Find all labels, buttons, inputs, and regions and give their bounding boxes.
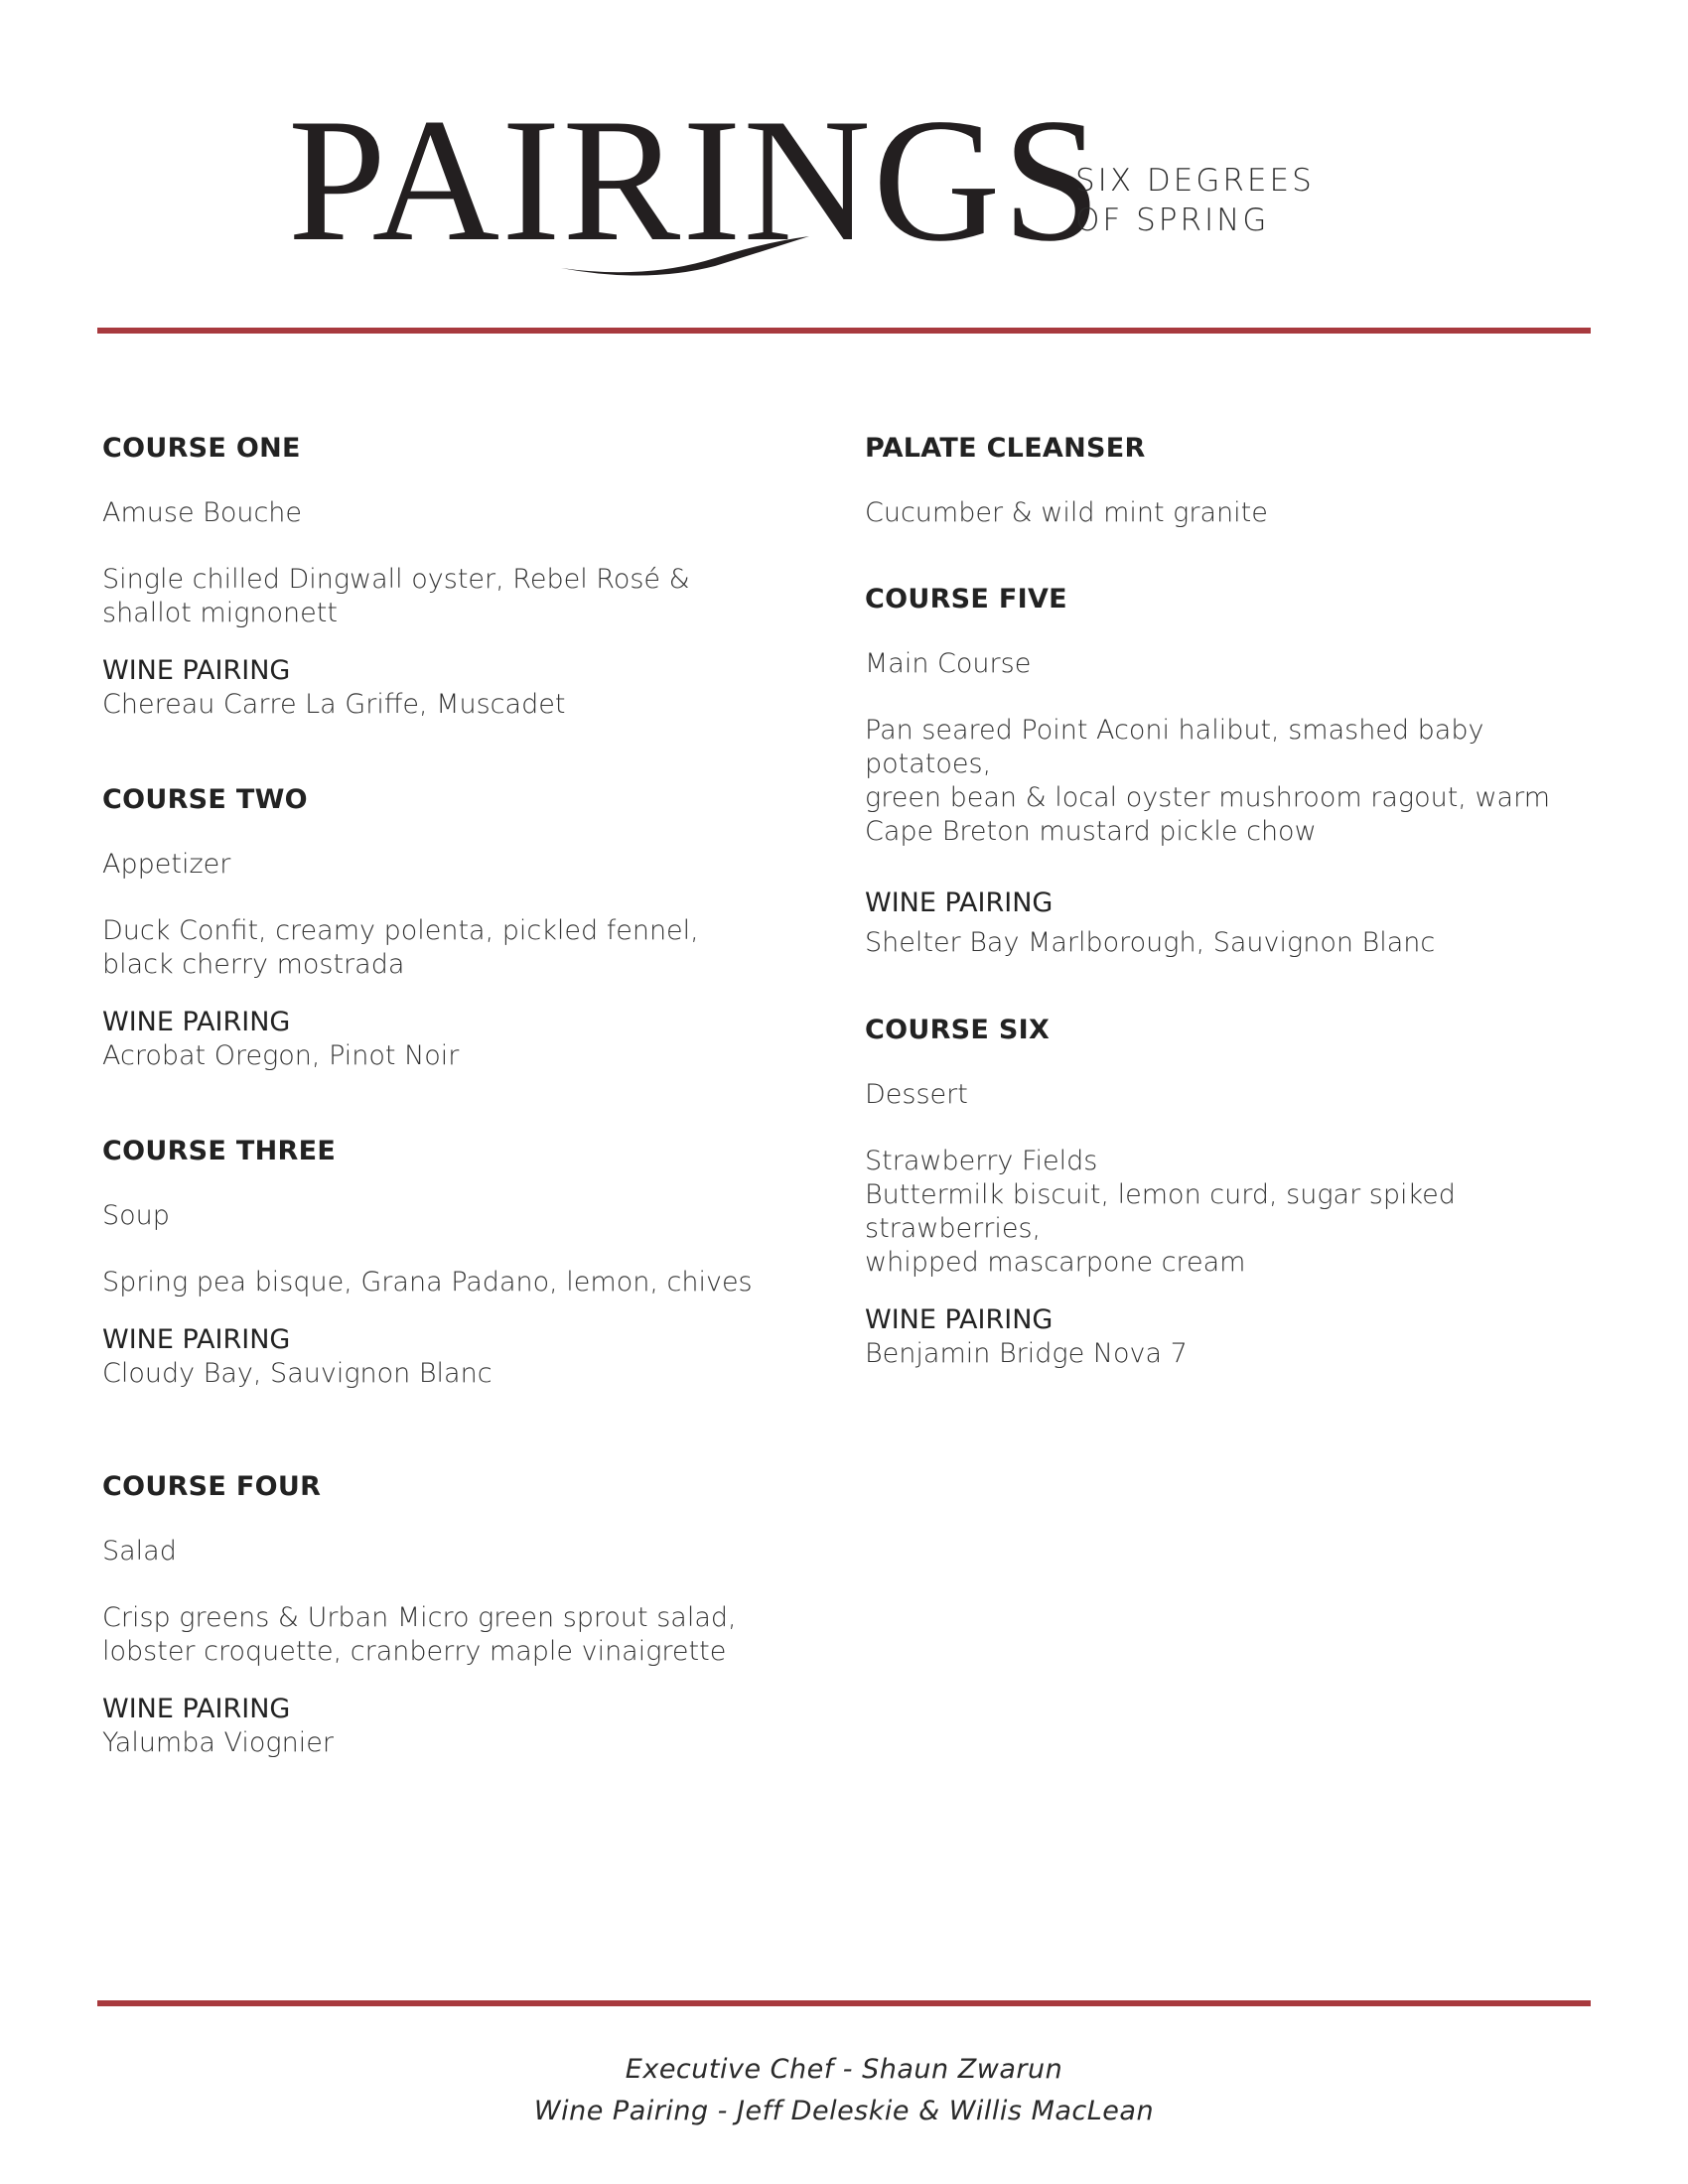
dish-description — [865, 714, 1560, 849]
course-six — [865, 1011, 1560, 1371]
dish-description — [102, 914, 797, 982]
course-three — [102, 1132, 797, 1391]
dish-line: lobster croquette, cranberry maple vinaigrette — [102, 1636, 727, 1667]
wine-pairing-label: WINE PAIRING — [102, 1324, 291, 1355]
dish-line: shallot mignonett — [102, 598, 338, 628]
course-type: Soup — [102, 1200, 170, 1231]
dish-line: green bean & local oyster mushroom ragout, warm — [865, 782, 1551, 813]
wine-pairing-credit: Wine Pairing - Jeff Deleskie & Willis MacLean — [533, 2096, 1155, 2126]
tagline — [1075, 161, 1315, 240]
right-column — [865, 429, 1560, 1371]
wine-pairing-label: WINE PAIRING — [865, 887, 1054, 918]
dish-description — [865, 1145, 1560, 1280]
tagline-line-2: OF SPRING — [1075, 203, 1270, 238]
dish-description — [102, 563, 797, 630]
executive-chef-credit: Executive Chef - Shaun Zwarun — [625, 2054, 1063, 2085]
dish-line: Strawberry Fields — [865, 1146, 1098, 1176]
course-four — [102, 1467, 797, 1760]
course-title: COURSE ONE — [102, 433, 301, 464]
wine-pairing-label: WINE PAIRING — [102, 655, 291, 686]
dish-line: black cherry mostrada — [102, 949, 405, 980]
wine-name: Acrobat Oregon, Pinot Noir — [102, 1040, 460, 1071]
wine-name: Cloudy Bay, Sauvignon Blanc — [102, 1358, 492, 1389]
dish-line: Crisp greens & Urban Micro green sprout salad, — [102, 1602, 737, 1633]
dish-line: Spring pea bisque, Grana Padano, lemon, chives — [102, 1267, 753, 1297]
course-title: COURSE FIVE — [865, 584, 1067, 614]
wine-name: Shelter Bay Marlborough, Sauvignon Blanc — [865, 927, 1436, 958]
course-type: Cucumber & wild mint granite — [865, 497, 1268, 528]
course-title: COURSE SIX — [865, 1015, 1051, 1045]
dish-line: whipped mascarpone cream — [865, 1247, 1246, 1278]
palate-cleanser — [865, 429, 1560, 530]
wine-pairing-label: WINE PAIRING — [102, 1694, 291, 1724]
course-title: COURSE THREE — [102, 1136, 337, 1166]
course-one — [102, 429, 797, 722]
course-type: Dessert — [865, 1079, 968, 1110]
tagline-line-1: SIX DEGREES — [1075, 163, 1315, 199]
course-type: Main Course — [865, 648, 1032, 679]
logo-swoosh-icon — [556, 228, 814, 278]
dish-line: Single chilled Dingwall oyster, Rebel Rosé & — [102, 564, 690, 595]
pairings-logo: PAIRINGS — [288, 81, 1103, 278]
course-title: COURSE FOUR — [102, 1471, 322, 1502]
header — [0, 0, 1688, 328]
dish-line: Buttermilk biscuit, lemon curd, sugar spiked strawberries, — [865, 1179, 1456, 1244]
wine-name: Chereau Carre La Griffe, Muscadet — [102, 689, 566, 720]
course-title: COURSE TWO — [102, 784, 308, 815]
left-column — [102, 429, 797, 1760]
dish-description — [102, 1601, 797, 1669]
wine-pairing-label: WINE PAIRING — [102, 1007, 291, 1037]
bottom-divider — [97, 2000, 1591, 2006]
dish-line: Duck Confit, creamy polenta, pickled fennel, — [102, 915, 699, 946]
wine-name: Benjamin Bridge Nova 7 — [865, 1338, 1188, 1369]
course-two — [102, 780, 797, 1073]
course-title: PALATE CLEANSER — [865, 433, 1146, 464]
course-type: Appetizer — [102, 849, 231, 880]
footer — [0, 2049, 1688, 2132]
wine-pairing-label: WINE PAIRING — [865, 1304, 1054, 1335]
course-type: Amuse Bouche — [102, 497, 303, 528]
dish-line: Cape Breton mustard pickle chow — [865, 816, 1317, 847]
dish-line: Pan seared Point Aconi halibut, smashed baby potatoes, — [865, 715, 1484, 779]
dish-description — [102, 1266, 797, 1299]
course-type: Salad — [102, 1536, 177, 1567]
wine-name: Yalumba Viognier — [102, 1727, 334, 1758]
course-five — [865, 580, 1560, 960]
top-divider — [97, 328, 1591, 334]
